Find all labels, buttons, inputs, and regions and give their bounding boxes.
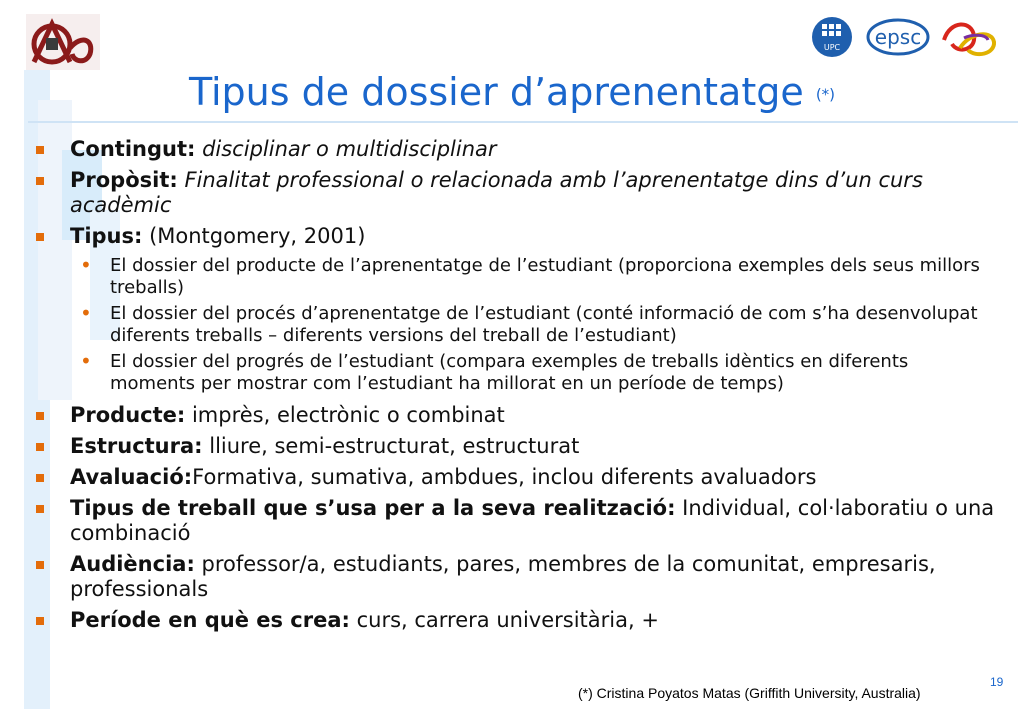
square-bullet-icon: [36, 505, 44, 513]
sub-item-proces: [36, 303, 996, 347]
upc-logo-text: UPC: [823, 43, 841, 52]
item-text: disciplinar o multidisciplinar: [195, 137, 497, 161]
item-label: Avaluació:: [70, 465, 193, 489]
square-bullet-icon: [36, 412, 44, 420]
item-text: (Montgomery, 2001): [142, 224, 366, 248]
round-bullet-icon: •: [80, 301, 92, 325]
item-text: professor/a, estudiants, pares, membres de la comunitat, empresaris, professionals: [70, 552, 936, 601]
list-item-tipus-treball: [36, 496, 996, 546]
slide-title-text: Tipus de dossier d’aprenentatge: [188, 70, 804, 114]
item-text: Finalitat professional o relacionada amb l’aprenentatge dins d’un curs acadèmic: [70, 168, 923, 217]
sub-item-progres: [36, 351, 996, 395]
square-bullet-icon: [36, 561, 44, 569]
list-item-producte: [36, 403, 996, 428]
square-bullet-icon: [36, 443, 44, 451]
list-item-audiencia: [36, 552, 996, 602]
square-bullet-icon: [36, 617, 44, 625]
institution-logo: [26, 14, 100, 70]
slide-title: [0, 70, 1024, 114]
title-divider: [28, 121, 1018, 123]
list-item-proposit: [36, 168, 996, 218]
list-item-avaluacio: [36, 465, 996, 490]
square-bullet-icon: [36, 177, 44, 185]
item-label: Període en què es crea:: [70, 608, 350, 632]
list-item-contingut: [36, 137, 996, 162]
sub-item-text: El dossier del progrés de l’estudiant (compara exemples de treballs idèntics en diferents moments per mostrar com l’estudiant ha millorat en un període de temps): [110, 351, 909, 394]
epsc-logo-text: epsc: [874, 25, 922, 49]
round-bullet-icon: •: [80, 253, 92, 277]
bullet-list: [36, 137, 996, 639]
item-label: Propòsit:: [70, 168, 178, 192]
item-label: Audiència:: [70, 552, 195, 576]
title-footnote-mark: (*): [815, 85, 836, 104]
page-number: 19: [990, 675, 1004, 689]
item-text: Formativa, sumativa, ambdues, inclou diferents avaluadors: [192, 465, 817, 489]
footnote: (*) Cristina Poyatos Matas (Griffith University, Australia): [578, 685, 921, 701]
sub-item-producte: [36, 255, 996, 299]
item-label: Tipus:: [70, 224, 143, 248]
list-item-estructura: [36, 434, 996, 459]
square-bullet-icon: [36, 233, 44, 241]
item-label: Contingut:: [70, 137, 196, 161]
sub-item-text: El dossier del procés d’aprenentatge de l’estudiant (conté informació de com s’ha desenvolupat diferents treballs – diferents versions del treball de l’estudiant): [110, 303, 978, 346]
item-text: curs, carrera universitària, +: [349, 608, 659, 632]
sub-item-text: El dossier del producte de l’aprenentatge de l’estudiant (proporciona exemples dels seus millors treballs): [110, 255, 980, 298]
item-label: Tipus de treball que s’usa per a la seva realització:: [70, 496, 676, 520]
round-bullet-icon: •: [80, 349, 92, 373]
item-label: Producte:: [70, 403, 186, 427]
square-bullet-icon: [36, 146, 44, 154]
item-text: lliure, semi-estructurat, estructurat: [202, 434, 580, 458]
item-label: Estructura:: [70, 434, 203, 458]
item-text: imprès, electrònic o combinat: [185, 403, 505, 427]
list-item-periode: [36, 608, 996, 633]
partner-logos: [810, 14, 1010, 60]
item-text: Individual, col·laboratiu o una combinació: [70, 496, 995, 545]
square-bullet-icon: [36, 474, 44, 482]
list-item-tipus: [36, 224, 996, 249]
